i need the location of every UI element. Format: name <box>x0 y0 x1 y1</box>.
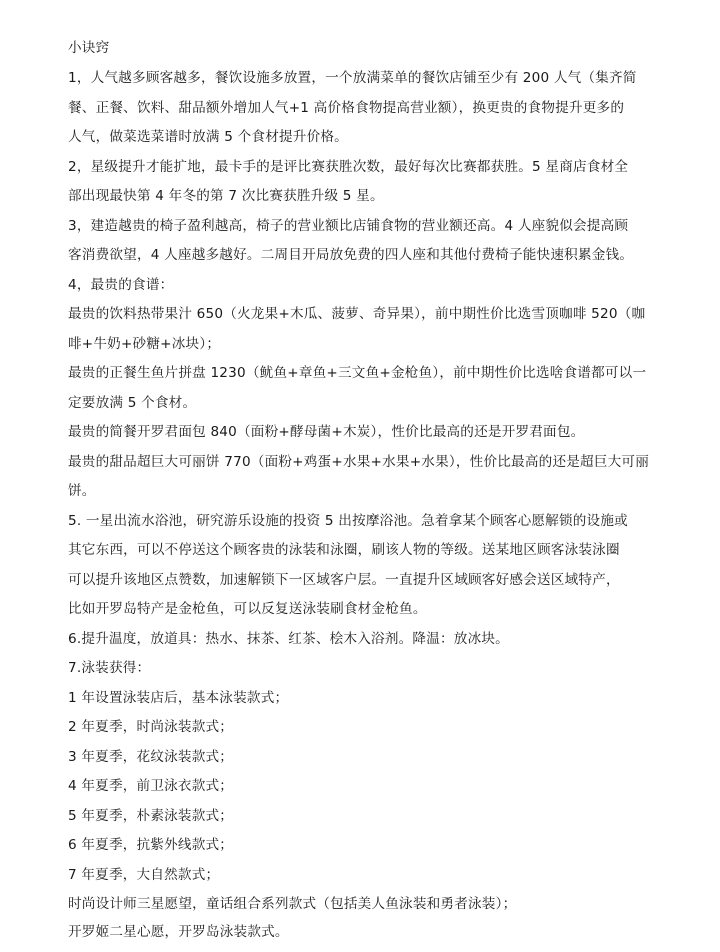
text-line: 6.提升温度，放道具：热水、抹茶、红茶、桧木入浴剂。降温：放冰块。 <box>68 631 509 647</box>
text-line: 2，星级提升才能扩地，最卡手的是评比赛获胜次数，最好每次比赛都获胜。5 星商店食材全 <box>68 159 629 175</box>
text-line: 5. 一星出流水浴池，研究游乐设施的投资 5 出按摩浴池。急着拿某个顾客心愿解锁的设施或 <box>68 513 628 529</box>
text-line: 7 年夏季，大自然款式； <box>68 867 220 883</box>
text-line: 可以提升该地区点赞数，加速解锁下一区域客户层。一直提升区域顾客好感会送区域特产， <box>68 572 620 588</box>
text-line: 1，人气越多顾客越多，餐饮设施多放置，一个放满菜单的餐饮店铺至少有 200 人气（集齐简 <box>68 70 637 86</box>
text-line: 比如开罗岛特产是金枪鱼，可以反复送泳装刷食材金枪鱼。 <box>68 601 427 617</box>
text-line: 其它东西，可以不停送这个顾客贵的泳装和泳圈，刷该人物的等级。送某地区顾客泳装泳圈 <box>68 542 620 558</box>
text-line: 人气，做菜选菜谱时放满 5 个食材提升价格。 <box>68 129 348 145</box>
text-line: 1 年设置泳装店后，基本泳装款式； <box>68 690 289 706</box>
text-line: 开罗姬二星心愿，开罗岛泳装款式。 <box>68 924 289 940</box>
text-line: 餐、正餐、饮料、甜品额外增加人气+1 高价格食物提高营业额），换更贵的食物提升更多的 <box>68 100 625 116</box>
text-line: 饼。 <box>68 483 96 499</box>
text-line: 最贵的简餐开罗君面包 840（面粉+酵母菌+木炭），性价比最高的还是开罗君面包。 <box>68 424 585 440</box>
doc-title: 小诀窍 <box>68 40 110 56</box>
text-line: 最贵的饮料热带果汁 650（火龙果+木瓜、菠萝、奇异果），前中期性价比选雪顶咖啡 520（咖 <box>68 306 646 322</box>
text-line: 3 年夏季，花纹泳装款式； <box>68 749 234 765</box>
text-line: 啡+牛奶+砂糖+冰块）； <box>68 336 221 352</box>
text-line: 4 年夏季，前卫泳衣款式； <box>68 778 234 794</box>
text-line: 3，建造越贵的椅子盈利越高，椅子的营业额比店铺食物的营业额还高。4 人座貌似会提高顾 <box>68 218 629 234</box>
text-line: 时尚设计师三星愿望，童话组合系列款式（包括美人鱼泳装和勇者泳装）； <box>68 896 517 912</box>
text-line: 最贵的甜品超巨大可丽饼 770（面粉+鸡蛋+水果+水果+水果），性价比最高的还是超巨大可丽 <box>68 454 649 470</box>
text-line: 4，最贵的食谱： <box>68 277 174 293</box>
text-line: 6 年夏季，抗紫外线款式； <box>68 837 234 853</box>
text-line: 5 年夏季，朴素泳装款式； <box>68 808 234 824</box>
text-line: 7.泳装获得： <box>68 660 151 676</box>
text-line: 2 年夏季，时尚泳装款式； <box>68 719 234 735</box>
text-line: 定要放满 5 个食材。 <box>68 395 197 411</box>
text-line: 最贵的正餐生鱼片拼盘 1230（鱿鱼+章鱼+三文鱼+金枪鱼），前中期性价比选啥食谱都可以一 <box>68 365 647 381</box>
text-line: 部出现最快第 4 年冬的第 7 次比赛获胜升级 5 星。 <box>68 188 384 204</box>
text-line: 客消费欲望，4 人座越多越好。二周目开局放免费的四人座和其他付费椅子能快速积累金钱。 <box>68 247 634 263</box>
